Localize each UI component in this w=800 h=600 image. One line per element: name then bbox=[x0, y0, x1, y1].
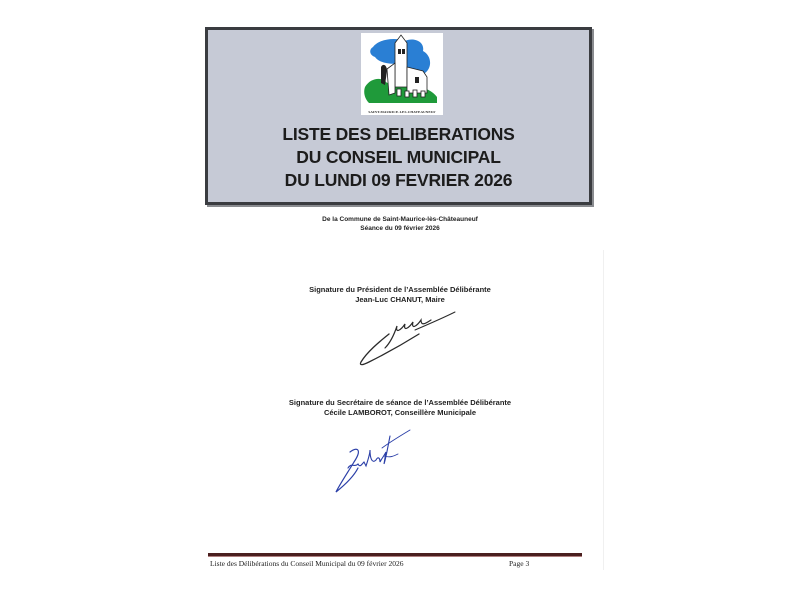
title-line-3: DU LUNDI 09 FEVRIER 2026 bbox=[284, 170, 513, 190]
president-signature-title: Signature du Président de l’Assemblée Délibérante bbox=[309, 285, 491, 294]
commune-logo bbox=[361, 33, 443, 115]
scan-edge bbox=[603, 250, 604, 570]
sub-heading bbox=[250, 215, 550, 233]
president-signature bbox=[355, 308, 460, 370]
title-line-2: DU CONSEIL MUNICIPAL bbox=[296, 147, 501, 167]
footer-document-title: Liste des Délibérations du Conseil Municipal du 09 février 2026 bbox=[210, 559, 404, 568]
page-number: Page 3 bbox=[509, 559, 530, 568]
footer-rule bbox=[208, 553, 582, 557]
secretary-name: Cécile LAMBOROT, Conseillère Municipale bbox=[323, 408, 477, 417]
document-title bbox=[208, 123, 589, 192]
handwritten-signature-icon bbox=[328, 428, 413, 498]
logo-caption: SAINT-MAURICE-LES-CHATEAUNEUF bbox=[368, 110, 436, 114]
president-name: Jean-Luc CHANUT, Maire bbox=[355, 295, 445, 304]
president-signature-block bbox=[240, 285, 560, 305]
secretary-signature-title: Signature du Secrétaire de séance de l’Assemblée Délibérante bbox=[288, 398, 512, 407]
title-line-1: LISTE DES DELIBERATIONS bbox=[282, 124, 515, 144]
secretary-signature-block bbox=[240, 398, 560, 418]
handwritten-signature-icon bbox=[355, 308, 460, 370]
session-line: Séance du 09 février 2026 bbox=[360, 225, 440, 232]
church-village-logo-icon bbox=[361, 33, 443, 115]
commune-line: De la Commune de Saint-Maurice-lès-Châteauneuf bbox=[322, 216, 478, 223]
secretary-signature bbox=[328, 428, 413, 498]
title-box bbox=[205, 27, 592, 205]
